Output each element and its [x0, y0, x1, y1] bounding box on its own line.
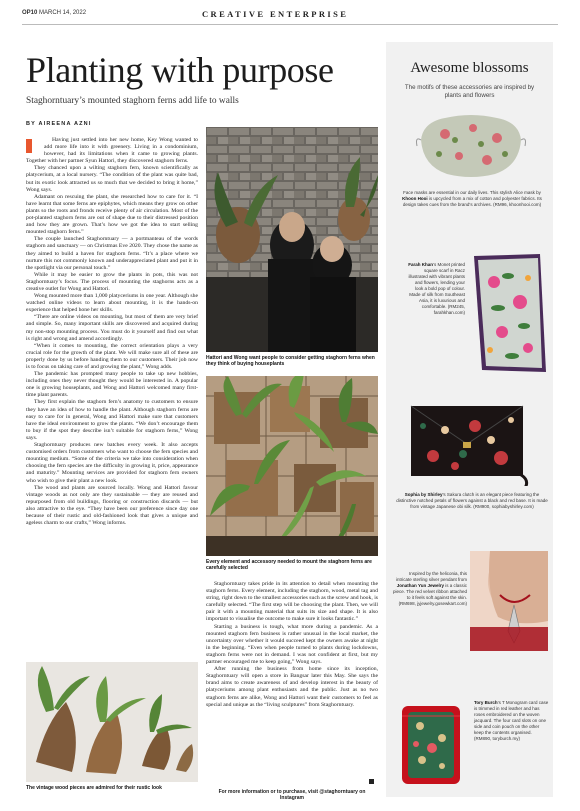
brand-tory-burch: Tory Burch: [474, 700, 498, 705]
paragraph: While it may be easier to grow the plants in pots, this was not Staghorntuary’s focus. The process of mounting the staghorns acts as a creative outlet for Wong and Hattori.: [26, 271, 198, 292]
article-column-2: [206, 581, 378, 786]
brand-sophia-by-shirley: Sophia by Shirley: [404, 492, 443, 497]
paragraph: Staghorntuary takes pride in its attention to detail when mounting the staghorn ferns. Every element, including the staghorn, wood, metal tag and string, right down to the smallest accessories such as the screw and hook, is carefully selected. “The first step will be choosing the plant. Then, we will pair it with a mounting material that suits its size and shape. It is also important to visualise the outcome to make sure it looks fantastic.”: [206, 581, 378, 623]
photo-fern-wall-illustration: [206, 376, 378, 556]
article-column-1: [26, 137, 198, 662]
article-title: Planting with purpose: [26, 50, 334, 90]
item-caption-card-case: Tory Burch’s T Monogram card case is trimmed in red leather and has roses embroidered on the woven jacquard. The four card slots on one side and coin pouch on the other keep the contents organised. (RM890, toryburch.my): [474, 700, 549, 741]
brand-farah-khan: Farah Khan: [408, 262, 434, 267]
sidebar-deck: The motifs of these accessories are inspired by plants and flowers: [404, 84, 535, 99]
drop-cap-square: [26, 139, 32, 153]
item-caption-clutch: Sophia by Shirley’s Sakura clutch is an elegant piece featuring the distinctive notched petals of flowers against a black and red base. It is made from vintage Japanese obi silk. (RM900, sophiabyshirley.com): [396, 492, 548, 509]
paragraph: Starting a business is tough, what more during a pandemic. As a mounted staghorn fern business is rather unusual in the local market, the uncertainty over whether it would succeed kept the owners awake at night in the beginning. “Even when people turned to plants during lockdowns, staghorn ferns were not in demand. I was not confident at first, but my partner encouraged me to keep going,” Wong says.: [206, 623, 378, 666]
page-header: [22, 7, 558, 25]
page-number: OP10: [22, 10, 38, 16]
paragraph: Adamant on rescuing the plant, she researched how to care for it. “I have learnt that some ferns are epiphytes, which means they grow on other plants so the roots and fronds receive plenty of air circulation. Most of the pot-planted staghorn ferns are out of shape due to their distressed position and how they are grown. That’s how we got the idea to start selling mounted staghorn ferns.”: [26, 193, 198, 236]
face-mask-illustration: [415, 110, 527, 182]
article-deck: Staghorntuary’s mounted staghorn ferns add life to walls: [26, 96, 239, 106]
photo-vintage-wood: [26, 662, 198, 782]
paragraph: Staghorntuary produces new batches every week. It also accepts customised orders from customers who want to choose the fern species and mounting medium. “Some of the criteria we take into consideration when choosing the fern species are the difficulty in growing it, price, appearance and maturity.” Mounting services are provided for staghorn fern owners who wish to give their plant a new look.: [26, 442, 198, 484]
brand-khoon-hooi: Khoon Hooi: [402, 196, 428, 201]
paragraph: Wong mounted more than 1,000 platyceriums in one year. Although she watched online videos to learn about mounting, it is the hands-on experience that helped hone her skills.: [26, 293, 198, 314]
paragraph: The pandemic has prompted many people to take up new hobbies, including ones they never thought they would be interested in. A popular one is growing houseplants, and Wong and Hattori welcomed many first-time plant parents.: [26, 371, 198, 399]
caption-couple: Hattori and Wong want people to consider getting staghorn ferns when they think of buying houseplants: [206, 355, 375, 368]
card-case-illustration: [398, 702, 466, 788]
byline: BY AIREENA AZNI: [26, 121, 92, 127]
silk-scarf-illustration: [468, 252, 548, 374]
footer-info: For more information or to purchase, visit @staghorntuary on Instagram: [218, 789, 366, 802]
photo-couple-illustration: [206, 127, 378, 352]
paragraph: The wood and plants are sourced locally. Wong and Hattori favour vintage woods as not only are they sustainable — they are reused and repurposed from old buildings, flooring or construction discards — but also attractive to the eye. “They have been our preference since day one because of their rustic and old-fashioned look that gives a unique and ageless charm to our crafts,” Wong informs.: [26, 484, 198, 527]
end-mark: [369, 779, 374, 784]
paragraph: After running the business from home since its inception, Staghorntuary will open a store in Bangsar later this May. She says the brand aims to create awareness of and develop interest in the beauty of platyceriums among plant enthusiasts and the public. Just as no two staghorn ferns are alike, Wong and Hattori want their customers to feel as special and unique as the “living sculptures” from Staghorntuary.: [206, 666, 378, 708]
paragraph: “There are online videos on mounting, but most of them are very brief and simple. So, many important skills are discovered and acquired during my non-stop mounting process. You must do it yourself and find out what is right and wrong and amend accordingly.: [26, 314, 198, 342]
photo-vintage-wood-illustration: [26, 662, 198, 782]
caption-fern-wall: Every element and accessory needed to mount the staghorn ferns are carefully selected: [206, 559, 372, 572]
paragraph: “When it comes to mounting, the correct orientation plays a very crucial role for the growth of the plant. We will make sure all of these are properly done by us before handing them to our customers. Their job now is to focus on taking care of and growing the plant,” Wong adds.: [26, 342, 198, 370]
photo-fern-wall: [206, 376, 378, 556]
issue-date: MARCH 14, 2022: [39, 10, 87, 16]
page-meta: [22, 10, 86, 16]
brand-jonathan-yun-jewelry: Jonathan Yun Jewelry: [396, 583, 444, 588]
paragraph: They first explain the staghorn fern’s anatomy to customers to ensure they have an idea of how to handle the plant. Although staghorn ferns are easy to care for in general, Wong and Hattori make sure that customers have the ideal environment to grow the plants. “We don’t encourage them to buy if the spot they describe isn’t suitable for staghorn ferns,” Wong says.: [26, 399, 198, 441]
sidebar-title: Awesome blossoms: [410, 60, 529, 76]
item-caption-pendant: Inspired by the heliconia, this intricate sterling silver pendant from Jonathan Yun Jewelry is a classic piece. The red velvet ribbon attached to it feels soft against the skin. (RM698, jyjewelry.gosewkart.com): [393, 571, 467, 606]
paragraph: Having just settled into her new home, Key Wong wanted to add more life into it with greenery. Living in a condominium, however, had its limitations when it came to growing plants. Together with her partner Syun Hattori, they discovered staghorn ferns.: [26, 137, 198, 165]
section-name: CREATIVE ENTERPRISE: [202, 9, 349, 19]
caption-vintage-wood: The vintage wood pieces are admired for their rustic look: [26, 785, 162, 791]
paragraph: The couple launched Staghorntuary — a portmanteau of the words staghorn and sanctuary — on Christmas Eve 2020. They chose the name as they aimed to build a haven for staghorn ferns. “It’s a place where we nurture this not commonly known and underappreciated plant and put it in the spotlight via our personal touch.”: [26, 236, 198, 271]
photo-couple: [206, 127, 378, 352]
sakura-clutch-illustration: [405, 396, 533, 486]
paragraph: They chanced upon a wilting staghorn fern, known scientifically as platycerium, at a local nursery. “The condition of the plant was quite bad, but its exotic look attracted us so much that we decided to bring it home,” Wong says.: [26, 165, 198, 193]
pendant-photo-illustration: [470, 551, 548, 651]
item-caption-scarf: Farah Khan’s Monet printed square scarf in Racz illustrated with vibrant plants and flowers, lending your look a bold pop of colour. Made of silk from Southeast Asia, it is luxurious and comfortable. (RM245, farahkhan.com): [408, 262, 465, 315]
item-caption-mask: Face masks are essential in our daily lives. This stylish Alice mask by Khoon Hooi is upcycled from a mix of cotton and polyester fabrics. Its design takes cues from the brand’s archives. (RM96, khoonhooi.com): [402, 190, 542, 207]
